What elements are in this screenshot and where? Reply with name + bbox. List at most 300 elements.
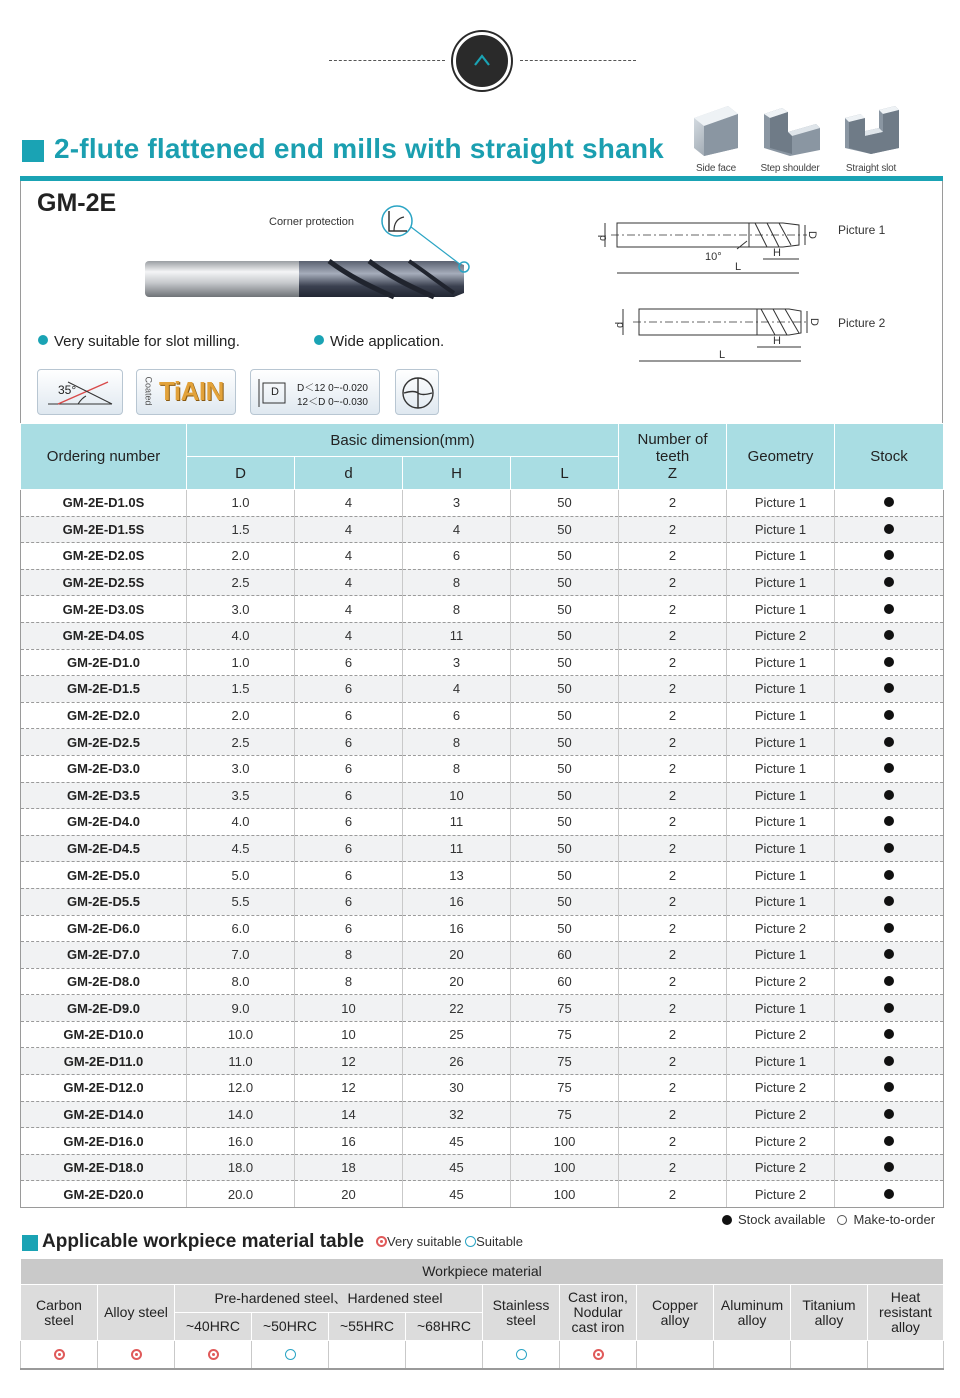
rating-cell xyxy=(21,1341,98,1369)
dim-d: 4 xyxy=(295,596,403,623)
geometry: Picture 1 xyxy=(727,755,835,782)
teeth-count: 2 xyxy=(619,676,727,703)
dim-D: 1.5 xyxy=(187,676,295,703)
ordering-number: GM-2E-D3.0S xyxy=(21,596,187,623)
header-H: H xyxy=(403,457,511,490)
dim-L: 50 xyxy=(511,888,619,915)
make-to-order-label: Make-to-order xyxy=(853,1212,936,1227)
dim-H: 45 xyxy=(403,1181,511,1208)
ordering-number: GM-2E-D3.0 xyxy=(21,755,187,782)
bullet-icon xyxy=(314,335,324,345)
table-row xyxy=(21,569,944,596)
geometry: Picture 1 xyxy=(727,676,835,703)
stock-available-icon xyxy=(884,1109,894,1119)
mat-col: ~68HRC xyxy=(406,1313,483,1341)
table-row xyxy=(21,888,944,915)
dim-d: 8 xyxy=(295,968,403,995)
ordering-number: GM-2E-D11.0 xyxy=(21,1048,187,1075)
ordering-number: GM-2E-D6.0 xyxy=(21,915,187,942)
dim-D: 4.5 xyxy=(187,835,295,862)
stock-available-icon xyxy=(884,577,894,587)
top-nav xyxy=(0,30,960,92)
teeth-count: 2 xyxy=(619,622,727,649)
table-row xyxy=(21,543,944,570)
table-row xyxy=(21,729,944,756)
header-d: d xyxy=(295,457,403,490)
very-suitable-label: Very suitable xyxy=(387,1234,462,1249)
stock-cell xyxy=(835,1128,944,1155)
dim-D: 1.5 xyxy=(187,516,295,543)
product-table xyxy=(20,423,944,1208)
table-row xyxy=(21,1154,944,1181)
dim-D: 11.0 xyxy=(187,1048,295,1075)
dim-L: 50 xyxy=(511,569,619,596)
dim-d: 14 xyxy=(295,1101,403,1128)
dim-d: 6 xyxy=(295,835,403,862)
very-suitable-icon xyxy=(54,1349,65,1360)
stock-available-icon xyxy=(884,1082,894,1092)
chevron-up-icon xyxy=(471,50,493,72)
stock-cell xyxy=(835,543,944,570)
ordering-number: GM-2E-D12.0 xyxy=(21,1075,187,1102)
dim-L: 100 xyxy=(511,1181,619,1208)
dim-H: 3 xyxy=(403,649,511,676)
ordering-number: GM-2E-D3.5 xyxy=(21,782,187,809)
geometry: Picture 1 xyxy=(727,490,835,517)
stock-cell xyxy=(835,622,944,649)
stock-cell xyxy=(835,676,944,703)
stock-available-icon xyxy=(884,1029,894,1039)
workpiece-material-header: Workpiece material xyxy=(21,1259,944,1285)
dim-H: 13 xyxy=(403,862,511,889)
ratings-row xyxy=(21,1341,944,1369)
dim-D: 6.0 xyxy=(187,915,295,942)
teeth-count: 2 xyxy=(619,1048,727,1075)
ordering-number: GM-2E-D4.0 xyxy=(21,809,187,836)
dim-H: 45 xyxy=(403,1128,511,1155)
dim-L: 50 xyxy=(511,862,619,889)
dim-L: 100 xyxy=(511,1154,619,1181)
dim-H: 11 xyxy=(403,622,511,649)
geometry: Picture 1 xyxy=(727,596,835,623)
stock-cell xyxy=(835,968,944,995)
dim-d: 6 xyxy=(295,888,403,915)
teeth-count: 2 xyxy=(619,915,727,942)
dim-angle: 10° xyxy=(705,251,722,263)
op-label: Step shoulder xyxy=(760,163,820,174)
geometry: Picture 2 xyxy=(727,622,835,649)
flute-geometry-badge xyxy=(395,369,439,415)
mat-col: ~40HRC xyxy=(175,1313,252,1341)
dim-d: 6 xyxy=(295,755,403,782)
tolerance-badge xyxy=(250,369,380,415)
stock-available-icon xyxy=(884,657,894,667)
ordering-number: GM-2E-D1.0S xyxy=(21,490,187,517)
dim-d: 6 xyxy=(295,862,403,889)
stock-cell xyxy=(835,862,944,889)
dim-H: 32 xyxy=(403,1101,511,1128)
table-row xyxy=(21,676,944,703)
dim-D: 3.0 xyxy=(187,596,295,623)
dim-d: d xyxy=(614,321,626,328)
dim-L: 50 xyxy=(511,809,619,836)
ordering-number: GM-2E-D4.0S xyxy=(21,622,187,649)
ordering-number: GM-2E-D5.0 xyxy=(21,862,187,889)
dim-D: D xyxy=(808,318,820,326)
dim-d: 16 xyxy=(295,1128,403,1155)
dim-H: 45 xyxy=(403,1154,511,1181)
geometry: Picture 1 xyxy=(727,649,835,676)
teeth-count: 2 xyxy=(619,490,727,517)
bullet-icon xyxy=(38,335,48,345)
stock-cell xyxy=(835,516,944,543)
ordering-number: GM-2E-D18.0 xyxy=(21,1154,187,1181)
teeth-count: 2 xyxy=(619,942,727,969)
stock-cell xyxy=(835,782,944,809)
suitable-label: Suitable xyxy=(476,1234,524,1249)
ordering-number: GM-2E-D9.0 xyxy=(21,995,187,1022)
geometry: Picture 1 xyxy=(727,809,835,836)
teeth-count: 2 xyxy=(619,995,727,1022)
dim-L: 50 xyxy=(511,782,619,809)
stock-available-icon xyxy=(884,923,894,933)
dim-d: 6 xyxy=(295,782,403,809)
tolerance-line-2: 12＜D 0~-0.030 xyxy=(297,397,368,408)
helix-angle-badge xyxy=(37,369,123,415)
dim-H: 8 xyxy=(403,755,511,782)
rating-cell xyxy=(406,1341,483,1369)
dim-d: 20 xyxy=(295,1181,403,1208)
dim-D: 3.0 xyxy=(187,755,295,782)
dim-L: 75 xyxy=(511,1075,619,1102)
divider-right xyxy=(520,60,636,61)
tolerance-line-1: D＜12 0~-0.020 xyxy=(297,383,368,394)
teeth-count: 2 xyxy=(619,596,727,623)
very-suitable-icon xyxy=(208,1349,219,1360)
ordering-number: GM-2E-D10.0 xyxy=(21,1021,187,1048)
scroll-up-button[interactable] xyxy=(453,32,511,90)
dim-L: 75 xyxy=(511,995,619,1022)
dim-L: 50 xyxy=(511,755,619,782)
section-header xyxy=(20,100,944,178)
mat-col: ~50HRC xyxy=(252,1313,329,1341)
stock-cell xyxy=(835,1181,944,1208)
coated-label: Coated xyxy=(143,376,154,406)
stock-cell xyxy=(835,490,944,517)
table-row xyxy=(21,516,944,543)
teeth-count: 2 xyxy=(619,569,727,596)
dim-L: 50 xyxy=(511,490,619,517)
geometry: Picture 2 xyxy=(727,1075,835,1102)
suitable-icon xyxy=(465,1236,476,1247)
header-basic-dimension: Basic dimension(mm) xyxy=(187,424,619,457)
dim-D: 3.5 xyxy=(187,782,295,809)
stock-available-icon xyxy=(884,1162,894,1172)
geometry: Picture 1 xyxy=(727,995,835,1022)
stock-cell xyxy=(835,995,944,1022)
stock-available-icon xyxy=(884,976,894,986)
stock-cell xyxy=(835,702,944,729)
dim-H: 4 xyxy=(403,516,511,543)
ordering-number: GM-2E-D16.0 xyxy=(21,1128,187,1155)
straight-slot-icon xyxy=(835,104,907,174)
geometry: Picture 2 xyxy=(727,1181,835,1208)
dim-d: 6 xyxy=(295,729,403,756)
dim-D: 18.0 xyxy=(187,1154,295,1181)
table-row xyxy=(21,968,944,995)
dim-d: 8 xyxy=(295,942,403,969)
dim-H: 20 xyxy=(403,968,511,995)
rating-cell xyxy=(329,1341,406,1369)
dim-D: 5.5 xyxy=(187,888,295,915)
dim-L: 50 xyxy=(511,516,619,543)
stock-cell xyxy=(835,1075,944,1102)
stock-cell xyxy=(835,649,944,676)
end-mill-image xyxy=(139,201,489,301)
teeth-count: 2 xyxy=(619,782,727,809)
dim-d: 10 xyxy=(295,995,403,1022)
technical-drawings xyxy=(597,183,837,373)
title-marker xyxy=(22,140,44,162)
table-row xyxy=(21,995,944,1022)
dim-H: 20 xyxy=(403,942,511,969)
dim-D: 1.0 xyxy=(187,490,295,517)
dim-L: 75 xyxy=(511,1021,619,1048)
dim-H: 30 xyxy=(403,1075,511,1102)
mat-col: Carbon steel xyxy=(21,1285,98,1341)
stock-available-icon xyxy=(884,896,894,906)
dim-D: 4.0 xyxy=(187,622,295,649)
geometry: Picture 1 xyxy=(727,835,835,862)
dim-d: 6 xyxy=(295,702,403,729)
dim-d: d xyxy=(597,234,609,241)
geometry: Picture 1 xyxy=(727,702,835,729)
rating-cell xyxy=(483,1341,560,1369)
dim-L: 50 xyxy=(511,676,619,703)
dim-D: 14.0 xyxy=(187,1101,295,1128)
geometry: Picture 2 xyxy=(727,1128,835,1155)
table-row xyxy=(21,1101,944,1128)
geometry: Picture 2 xyxy=(727,1101,835,1128)
teeth-count: 2 xyxy=(619,1128,727,1155)
stock-available-icon xyxy=(884,550,894,560)
stock-cell xyxy=(835,915,944,942)
mat-col: Cast iron, Nodular cast iron xyxy=(560,1285,637,1341)
geometry: Picture 2 xyxy=(727,968,835,995)
dim-L: 50 xyxy=(511,596,619,623)
dim-D: D xyxy=(806,231,818,239)
stock-cell xyxy=(835,596,944,623)
ordering-number: GM-2E-D20.0 xyxy=(21,1181,187,1208)
dim-d: 12 xyxy=(295,1075,403,1102)
dim-D: 8.0 xyxy=(187,968,295,995)
picture-1-label: Picture 1 xyxy=(838,223,886,237)
dim-d: 4 xyxy=(295,622,403,649)
teeth-count: 2 xyxy=(619,649,727,676)
dim-D: 7.0 xyxy=(187,942,295,969)
dim-H: 10 xyxy=(403,782,511,809)
dim-D: 2.5 xyxy=(187,569,295,596)
ordering-number: GM-2E-D2.0S xyxy=(21,543,187,570)
stock-available-icon xyxy=(884,949,894,959)
teeth-count: 2 xyxy=(619,835,727,862)
mat-col: Titanium alloy xyxy=(791,1285,868,1341)
mat-col: ~55HRC xyxy=(329,1313,406,1341)
table-row xyxy=(21,755,944,782)
dim-d: 6 xyxy=(295,649,403,676)
dim-H: 16 xyxy=(403,915,511,942)
dim-H: 3 xyxy=(403,490,511,517)
stock-available-icon xyxy=(884,843,894,853)
teeth-count: 2 xyxy=(619,516,727,543)
teeth-count: 2 xyxy=(619,809,727,836)
ordering-number: GM-2E-D1.5S xyxy=(21,516,187,543)
geometry: Picture 1 xyxy=(727,569,835,596)
dim-H: 25 xyxy=(403,1021,511,1048)
dim-d: 12 xyxy=(295,1048,403,1075)
dim-d: 4 xyxy=(295,516,403,543)
materials-legend xyxy=(376,1234,523,1249)
dim-d: 10 xyxy=(295,1021,403,1048)
op-label: Side face xyxy=(696,163,736,174)
dim-d: 18 xyxy=(295,1154,403,1181)
dim-D: 2.0 xyxy=(187,543,295,570)
header-teeth: Number of teeth Z xyxy=(619,424,727,490)
materials-table xyxy=(20,1258,944,1370)
teeth-count: 2 xyxy=(619,1154,727,1181)
dim-D: 16.0 xyxy=(187,1128,295,1155)
teeth-count: 2 xyxy=(619,543,727,570)
dim-L: 50 xyxy=(511,729,619,756)
dim-H: 16 xyxy=(403,888,511,915)
table-row xyxy=(21,782,944,809)
stock-cell xyxy=(835,569,944,596)
section-marker xyxy=(22,1235,38,1251)
dim-d: 6 xyxy=(295,676,403,703)
mat-col: Alloy steel xyxy=(98,1285,175,1341)
stock-cell xyxy=(835,888,944,915)
mat-col: Aluminum alloy xyxy=(714,1285,791,1341)
dim-H: 6 xyxy=(403,543,511,570)
table-row xyxy=(21,942,944,969)
stock-cell xyxy=(835,1021,944,1048)
geometry: Picture 1 xyxy=(727,1048,835,1075)
header-L: L xyxy=(511,457,619,490)
divider-left xyxy=(329,60,445,61)
header-stock: Stock xyxy=(835,424,944,490)
dim-D: 2.5 xyxy=(187,729,295,756)
tolerance-symbol: D xyxy=(271,386,279,398)
stock-available-icon xyxy=(884,497,894,507)
table-row xyxy=(21,809,944,836)
coating-badge xyxy=(136,369,236,415)
stock-available-icon xyxy=(884,710,894,720)
stock-available-icon xyxy=(884,630,894,640)
corner-protection-label: Corner protection xyxy=(269,216,354,228)
dim-d: 4 xyxy=(295,543,403,570)
teeth-count: 2 xyxy=(619,888,727,915)
dim-D: 2.0 xyxy=(187,702,295,729)
header-D: D xyxy=(187,457,295,490)
dim-d: 6 xyxy=(295,915,403,942)
model-name: GM-2E xyxy=(37,189,117,217)
table-row xyxy=(21,622,944,649)
stock-available-icon xyxy=(884,604,894,614)
teeth-count: 2 xyxy=(619,1021,727,1048)
rating-cell xyxy=(637,1341,714,1369)
ordering-number: GM-2E-D1.0 xyxy=(21,649,187,676)
dim-L: 50 xyxy=(511,835,619,862)
stock-cell xyxy=(835,835,944,862)
geometry: Picture 1 xyxy=(727,543,835,570)
dim-d: 6 xyxy=(295,809,403,836)
stock-available-label: Stock available xyxy=(738,1212,826,1227)
rating-cell xyxy=(252,1341,329,1369)
stock-cell xyxy=(835,942,944,969)
hardened-steel-group: Pre-hardened steel、Hardened steel xyxy=(175,1285,483,1313)
dim-H: 8 xyxy=(403,596,511,623)
teeth-count: 2 xyxy=(619,1181,727,1208)
stock-available-icon xyxy=(884,1189,894,1199)
stock-available-icon xyxy=(722,1215,732,1225)
stock-available-icon xyxy=(884,683,894,693)
stock-cell xyxy=(835,755,944,782)
dim-H: 11 xyxy=(403,809,511,836)
product-panel xyxy=(20,181,943,425)
side-face-icon xyxy=(680,104,752,174)
rating-cell xyxy=(175,1341,252,1369)
ordering-number: GM-2E-D2.0 xyxy=(21,702,187,729)
dim-H: H xyxy=(773,335,781,347)
dim-L: 50 xyxy=(511,622,619,649)
mat-col: Stainless steel xyxy=(483,1285,560,1341)
materials-title: Applicable workpiece material table xyxy=(42,1231,365,1252)
rating-cell xyxy=(98,1341,175,1369)
geometry: Picture 1 xyxy=(727,862,835,889)
table-row xyxy=(21,1181,944,1208)
dim-L: L xyxy=(719,349,726,361)
stock-available-icon xyxy=(884,816,894,826)
rating-cell xyxy=(868,1341,944,1369)
ordering-number: GM-2E-D8.0 xyxy=(21,968,187,995)
teeth-count: 2 xyxy=(619,729,727,756)
dim-D: 10.0 xyxy=(187,1021,295,1048)
stock-cell xyxy=(835,1154,944,1181)
geometry: Picture 1 xyxy=(727,516,835,543)
dim-D: 5.0 xyxy=(187,862,295,889)
dim-L: 50 xyxy=(511,915,619,942)
teeth-count: 2 xyxy=(619,1075,727,1102)
stock-available-icon xyxy=(884,1056,894,1066)
dim-L: 75 xyxy=(511,1048,619,1075)
stock-cell xyxy=(835,1101,944,1128)
geometry: Picture 2 xyxy=(727,915,835,942)
ordering-number: GM-2E-D1.5 xyxy=(21,676,187,703)
dim-d: 4 xyxy=(295,490,403,517)
dim-D: 20.0 xyxy=(187,1181,295,1208)
table-row xyxy=(21,1075,944,1102)
stock-cell xyxy=(835,809,944,836)
header-ordering: Ordering number xyxy=(21,424,187,490)
rating-cell xyxy=(560,1341,637,1369)
stock-cell xyxy=(835,1048,944,1075)
dim-d: 4 xyxy=(295,569,403,596)
very-suitable-icon xyxy=(593,1349,604,1360)
geometry: Picture 2 xyxy=(727,1154,835,1181)
teeth-count: 2 xyxy=(619,862,727,889)
dim-L: 75 xyxy=(511,1101,619,1128)
ordering-number: GM-2E-D7.0 xyxy=(21,942,187,969)
